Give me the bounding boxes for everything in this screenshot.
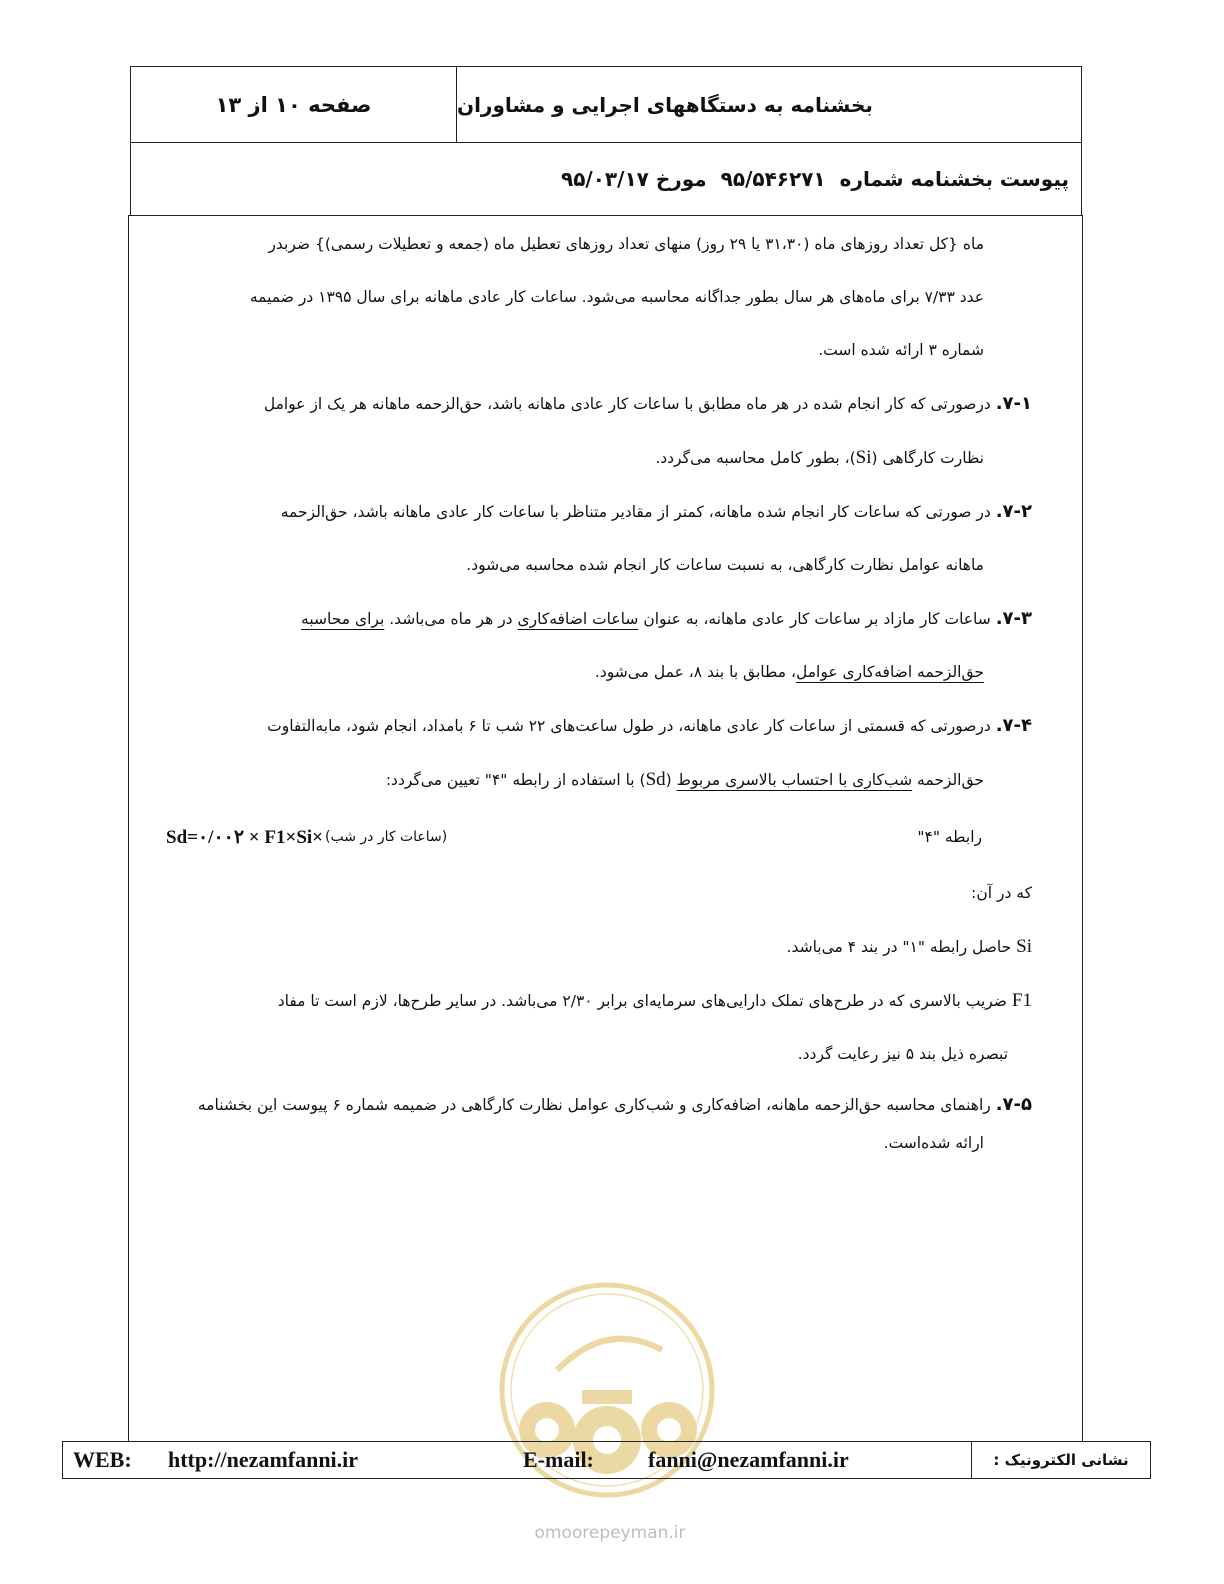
formula-expression: Sd=۰/۰۰۲ × F1×Si×: [166, 826, 323, 848]
header-row-1: [131, 67, 1081, 143]
definition-f1-cont: تبصره ذیل بند ۵ نیز رعایت گردد.: [797, 1045, 1008, 1063]
section-text: در هر ماه می‌باشد.: [389, 610, 513, 628]
section-7-1-cont: [160, 431, 1032, 485]
email-label: E-mail:: [523, 1447, 594, 1472]
section-7-2-cont: ماهانه عوامل نظارت کارگاهی، به نسبت ساعات کار انجام شده محاسبه می‌شود.: [466, 556, 984, 574]
underlined-term: شب‌کاری با احتساب بالاسری مربوط: [676, 771, 913, 789]
section-text: در صورتی که ساعات کار انجام شده ماهانه، کمتر از مقادیر متناظر با ساعات کار عادی ماهانه باشد، حق‌الزحمه: [280, 503, 991, 521]
section-text: ساعات کار مازاد بر ساعات کار عادی ماهانه، به عنوان: [643, 610, 991, 628]
symbol-f1: F1: [1011, 990, 1032, 1011]
definition-f1: [160, 974, 1032, 1028]
formula-label: رابطه "۴": [917, 828, 982, 846]
section-7-5: [160, 1081, 1032, 1129]
definition-text: حاصل رابطه "۱" در بند ۴ می‌باشد.: [786, 938, 1012, 956]
symbol-si: Si: [855, 447, 872, 468]
section-text: حق‌الزحمه: [917, 771, 984, 789]
circular-title: بخشنامه به دستگاههای اجرایی و مشاوران: [457, 92, 873, 117]
page-number: صفحه ۱۰ از ۱۳: [131, 67, 457, 142]
section-number: ۷-۳.: [995, 608, 1032, 629]
footer-bar: [62, 1441, 1151, 1479]
section-text: درصورتی که کار انجام شده در هر ماه مطابق با ساعات کار عادی ماهانه باشد، حق‌الزحمه ماهانه هر یک از عوامل: [263, 395, 991, 413]
document-header: [130, 66, 1082, 216]
watermark-text: omoorepeyman.ir: [534, 1523, 686, 1543]
section-7-4: [160, 699, 1032, 753]
definition-si: [160, 920, 1032, 974]
symbol-si: Si: [1016, 936, 1032, 957]
circular-number: ۹۵/۵۴۶۲۷۱: [720, 167, 826, 191]
circular-date: مورخ ۹۵/۰۳/۱۷: [561, 167, 707, 191]
section-number: ۷-۴.: [995, 715, 1032, 736]
section-7-4-cont: [160, 753, 1032, 807]
section-7-2: [160, 485, 1032, 539]
section-7-3: [160, 592, 1032, 646]
section-text: راهنمای محاسبه حق‌الزحمه ماهانه، اضافه‌کاری و شب‌کاری عوامل نظارت کارگاهی در ضمیمه شماره ۶ پیوست این بخشنامه: [197, 1096, 991, 1114]
section-text: ، مطابق با بند ۸، عمل می‌شود.: [594, 663, 796, 681]
web-label: WEB:: [73, 1447, 132, 1472]
electronic-address-label: نشانی الکترونیک :: [971, 1442, 1150, 1478]
section-7-1: [160, 377, 1032, 431]
formula-4: [160, 807, 1032, 867]
section-text: درصورتی که قسمتی از ساعات کار عادی ماهانه، در طول ساعت‌های ۲۲ شب تا ۶ بامداد، انجام شود، مابه‌التفاوت: [267, 717, 991, 735]
section-text: ) با استفاده از رابطه "۴" تعیین می‌گردد:: [385, 771, 646, 789]
attachment-prefix: پیوست بخشنامه شماره: [839, 167, 1069, 191]
section-number: ۷-۱.: [995, 393, 1032, 414]
intro-line-3: شماره ۳ ارائه شده است.: [818, 341, 984, 359]
section-number: ۷-۲.: [995, 501, 1032, 522]
intro-line-1: ماه {کل تعداد روزهای ماه (۳۱،۳۰ یا ۲۹ روز) منهای تعداد روزهای تعطیل ماه (جمعه و تعطیلات رسمی)} ضربدر: [268, 235, 984, 253]
section-7-5-cont: ارائه شده‌است.: [883, 1134, 984, 1152]
section-number: ۷-۵.: [995, 1094, 1032, 1115]
web-link[interactable]: http://nezamfanni.ir: [168, 1447, 359, 1472]
definition-text: ضریب بالاسری که در طرح‌های تملک دارایی‌های سرمایه‌ای برابر ۲/۳۰ می‌باشد. در سایر طرح‌ها، لازم است تا مفاد: [277, 992, 1007, 1010]
watermark-logo: [487, 1280, 727, 1520]
document-body: [160, 218, 1032, 1157]
section-7-3-cont: [160, 646, 1032, 699]
formula-paren-text: (ساعات کار در شب): [325, 829, 448, 845]
section-text: (: [665, 771, 672, 789]
intro-line-2: عدد ۷/۳۳ برای ماه‌های هر سال بطور جداگانه محاسبه می‌شود. ساعات کار عادی ماهانه برای سال ۱۳۹۵ در ضمیمه: [249, 288, 984, 306]
attachment-row: [131, 143, 1081, 215]
where-text: که در آن:: [971, 884, 1032, 902]
section-text: )، بطور کامل محاسبه می‌گردد.: [655, 449, 856, 467]
underlined-term: برای محاسبه: [301, 610, 385, 628]
formula-body: [166, 826, 447, 849]
underlined-term: حق‌الزحمه اضافه‌کاری عوامل: [795, 663, 984, 681]
email-link[interactable]: fanni@nezamfanni.ir: [648, 1447, 849, 1472]
underlined-term: ساعات اضافه‌کاری: [517, 610, 639, 628]
symbol-sd: Sd: [645, 769, 666, 790]
section-text: نظارت کارگاهی (: [871, 449, 984, 467]
